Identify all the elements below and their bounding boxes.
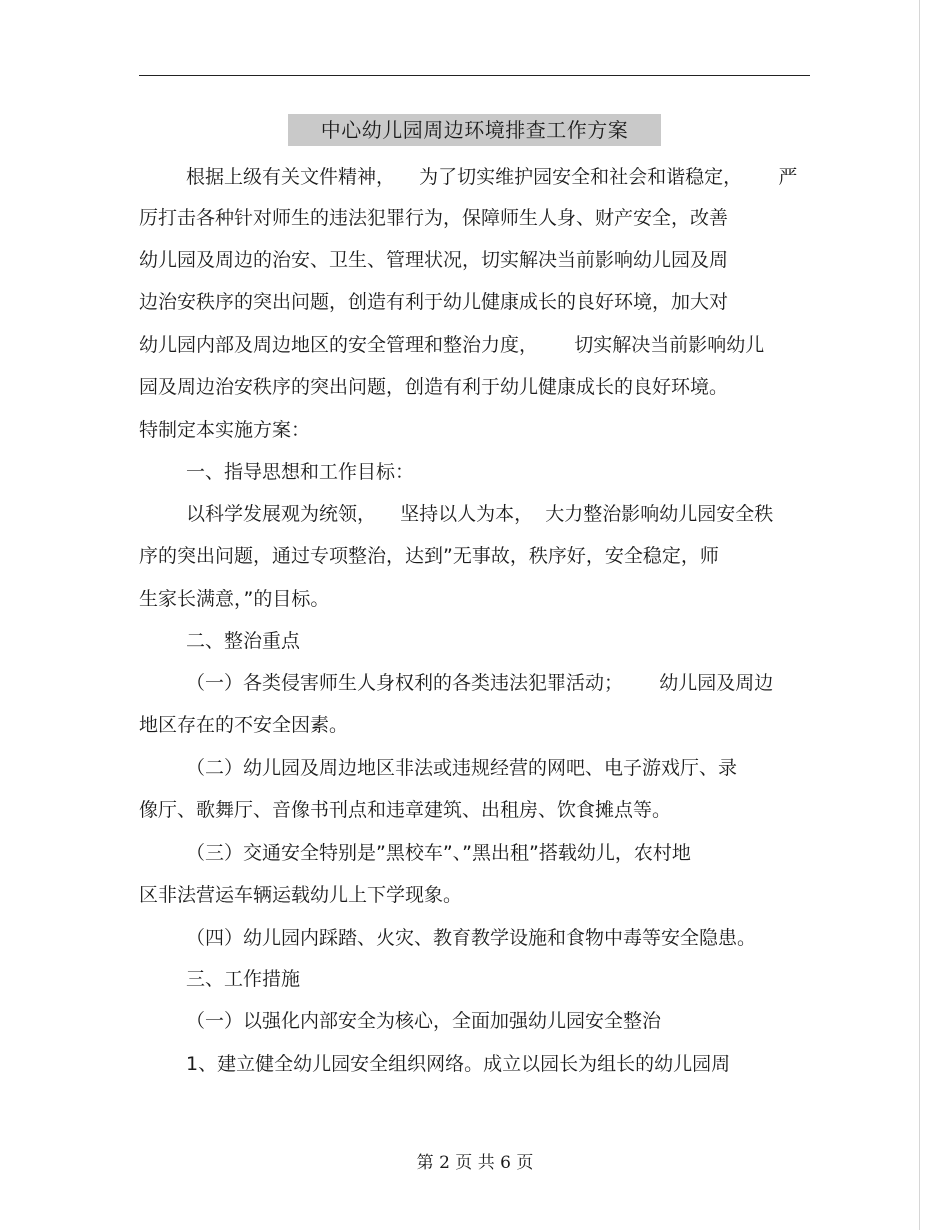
document-title: 中心幼儿园周边环境排查工作方案 <box>288 114 661 146</box>
body-line: 幼儿园及周边的治安、卫生、管理状况，切实解决当前影响幼儿园及周 <box>139 249 729 271</box>
body-line: 以科学发展观为统领， 坚持以人为本， 大力整治影响幼儿园安全秩 <box>186 503 774 525</box>
body-line: 序的突出问题，通过专项整治，达到”无事故，秩序好，安全稳定，师 <box>139 545 719 567</box>
header-rule <box>139 75 810 76</box>
body-line: （四）幼儿园内踩踏、火灾、教育教学设施和食物中毒等安全隐患。 <box>186 927 757 949</box>
section-heading: 一、指导思想和工作目标： <box>186 461 415 483</box>
body-line: 像厅、歌舞厅、音像书刊点和违章建筑、出租房、饮食摊点等。 <box>139 799 672 821</box>
body-line: （一）各类侵害师生人身权利的各类违法犯罪活动； 幼儿园及周边 <box>186 672 774 694</box>
body-line: 厉打击各种针对师生的违法犯罪行为，保障师生人身、财产安全，改善 <box>139 207 729 229</box>
page-number-footer: 第 2 页 共 6 页 <box>416 1153 534 1173</box>
body-line: 地区存在的不安全因素。 <box>139 714 349 736</box>
body-line: （二）幼儿园及周边地区非法或违规经营的网吧、电子游戏厅、录 <box>186 757 738 779</box>
body-line: 幼儿园内部及周边地区的安全管理和整治力度， 切实解决当前影响幼儿 <box>139 334 765 356</box>
section-heading: 二、整治重点 <box>186 630 301 652</box>
body-line: 生家长满意，”的目标。 <box>139 588 330 610</box>
section-heading: 三、工作措施 <box>186 968 301 990</box>
body-line: 根据上级有关文件精神， 为了切实维护园安全和社会和谐稳定， 严 <box>186 166 798 188</box>
body-line: （三）交通安全特别是”黑校车”、”黑出租”搭载幼儿，农村地 <box>186 842 691 864</box>
page-edge-divider <box>919 0 920 1230</box>
body-line: 边治安秩序的突出问题，创造有利于幼儿健康成长的良好环境，加大对 <box>139 291 729 313</box>
body-line: 园及周边治安秩序的突出问题，创造有利于幼儿健康成长的良好环境。 <box>139 376 729 398</box>
body-line: 1、建立健全幼儿园安全组织网络。成立以园长为组长的幼儿园周 <box>186 1053 731 1075</box>
body-line: 区非法营运车辆运载幼儿上下学现象。 <box>139 884 463 906</box>
body-line: （一）以强化内部安全为核心，全面加强幼儿园安全整治 <box>186 1010 662 1032</box>
body-line: 特制定本实施方案： <box>139 419 311 441</box>
